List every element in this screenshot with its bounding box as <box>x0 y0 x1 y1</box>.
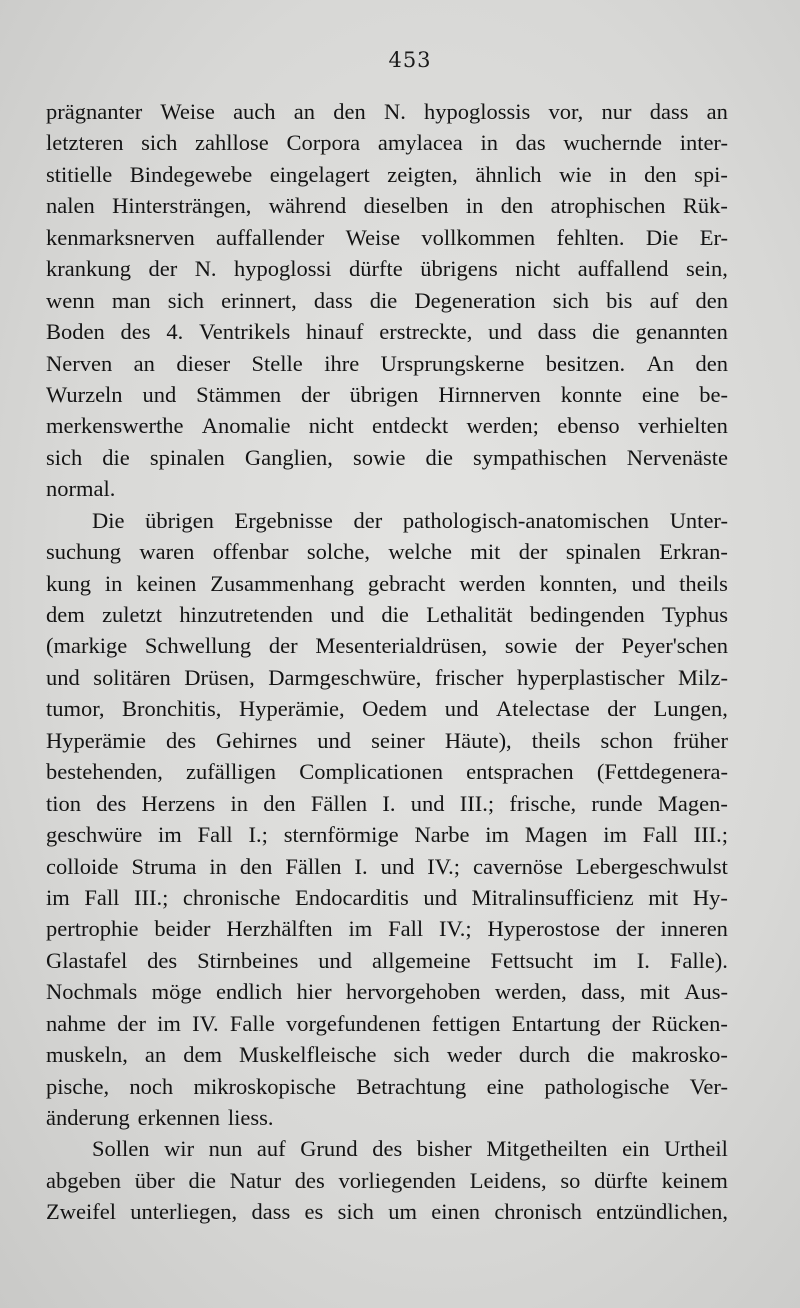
text-line: tumor, Bronchitis, Hyperämie, Oedem und Atelectase der Lungen, <box>46 696 728 722</box>
text-line: Die übrigen Ergebnisse der pathologisch-anatomischen Unter- <box>92 507 728 533</box>
text-line: normal. <box>46 476 116 502</box>
text-line: Glastafel des Stirnbeines und allgemeine Fettsucht im I. Falle). <box>46 947 728 973</box>
text-line: sich die spinalen Ganglien, sowie die sympathischen Nervenäste <box>46 444 728 470</box>
text-line: Wurzeln und Stämmen der übrigen Hirnnerven konnte eine be- <box>46 381 728 407</box>
text-line: wenn man sich erinnert, dass die Degeneration sich bis auf den <box>46 287 728 313</box>
text-line: geschwüre im Fall I.; sternförmige Narbe im Magen im Fall III.; <box>46 822 728 848</box>
text-line: colloide Struma in den Fällen I. und IV.; cavernöse Lebergeschwulst <box>46 853 728 879</box>
text-line: Hyperämie des Gehirnes und seiner Häute), theils schon früher <box>46 727 728 753</box>
text-line: tion des Herzens in den Fällen I. und III.; frische, runde Magen- <box>46 790 728 816</box>
text-line: stitielle Bindegewebe eingelagert zeigten, ähnlich wie in den spi- <box>46 161 728 187</box>
text-line: kung in keinen Zusammenhang gebracht werden konnten, und theils <box>46 570 728 596</box>
paragraph <box>46 505 728 1134</box>
text-line: Nerven an dieser Stelle ihre Ursprungskerne besitzen. An den <box>46 350 728 376</box>
text-line: muskeln, an dem Muskelfleische sich weder durch die makrosko- <box>46 1042 728 1068</box>
text-line: im Fall III.; chronische Endocarditis und Mitralinsufficienz mit Hy- <box>46 884 728 910</box>
text-line: bestehenden, zufälligen Complicationen entsprachen (Fettdegenera- <box>46 759 728 785</box>
text-line: nahme der im IV. Falle vorgefundenen fettigen Entartung der Rücken- <box>46 1010 728 1036</box>
paragraph <box>46 1133 728 1227</box>
body-text <box>46 96 728 1228</box>
text-line: prägnanter Weise auch an den N. hypoglossis vor, nur dass an <box>46 99 728 124</box>
text-line: pertrophie beider Herzhälften im Fall IV.; Hyperostose der inneren <box>46 916 728 942</box>
text-line: suchung waren offenbar solche, welche mit der spinalen Erkran- <box>46 539 728 565</box>
text-line: Nochmals möge endlich hier hervorgehoben werden, dass, mit Aus- <box>46 979 728 1005</box>
text-line: (markige Schwellung der Mesenterialdrüsen, sowie der Peyer'schen <box>46 633 728 659</box>
page-number: 453 <box>388 48 432 72</box>
text-line: Sollen wir nun auf Grund des bisher Mitgetheilten ein Urtheil <box>92 1136 728 1162</box>
text-line: letzteren sich zahllose Corpora amylacea in das wuchernde inter- <box>46 130 728 156</box>
text-line: Boden des 4. Ventrikels hinauf erstreckte, und dass die genannten <box>46 319 728 345</box>
text-line: kenmarksnerven auffallender Weise vollkommen fehlten. Die Er- <box>46 224 728 250</box>
text-line: abgeben über die Natur des vorliegenden Leidens, so dürfte keinem <box>46 1167 728 1193</box>
text-line: nalen Hintersträngen, während dieselben in den atrophischen Rük- <box>46 193 728 219</box>
text-line: dem zuletzt hinzutretenden und die Lethalität bedingenden Typhus <box>46 602 728 627</box>
text-line: merkenswerthe Anomalie nicht entdeckt werden; ebenso verhielten <box>46 413 728 439</box>
text-line: änderung erkennen liess. <box>46 1105 274 1130</box>
text-line: krankung der N. hypoglossi dürfte übrigens nicht auffallend sein, <box>46 256 728 282</box>
text-line: pische, noch mikroskopische Betrachtung eine pathologische Ver- <box>46 1073 728 1099</box>
text-line: und solitären Drüsen, Darmgeschwüre, frischer hyperplastischer Milz- <box>46 664 728 690</box>
text-line: Zweifel unterliegen, dass es sich um einen chronisch entzündlichen, <box>46 1199 728 1225</box>
paragraph <box>46 96 728 505</box>
